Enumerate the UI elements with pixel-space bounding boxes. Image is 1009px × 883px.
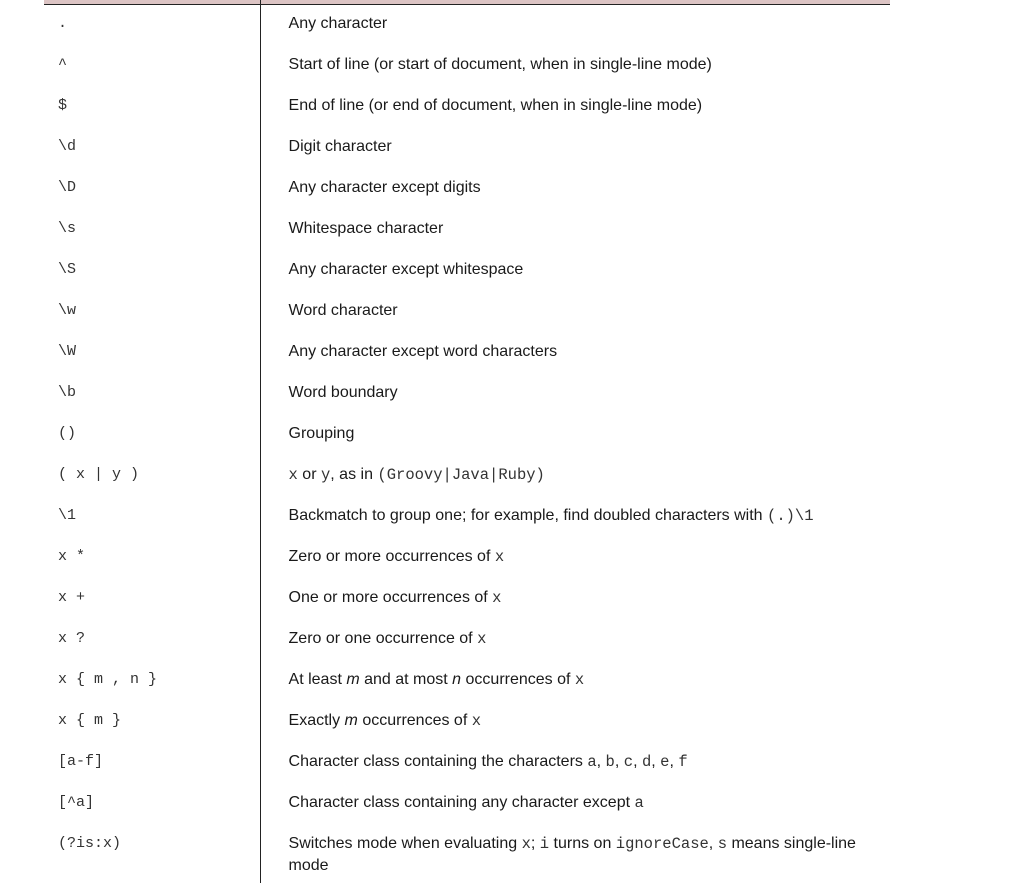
description-text: , <box>596 753 606 770</box>
regex-symbol: ( x | y ) <box>58 466 140 483</box>
table-row <box>44 743 890 784</box>
description-text: One or more occurrences of <box>288 589 493 606</box>
description-text: Zero or more occurrences of <box>288 548 495 565</box>
regex-description <box>275 128 890 169</box>
inline-code: a <box>634 794 644 812</box>
table-row <box>44 456 890 497</box>
description-text: , <box>708 835 718 852</box>
regex-description <box>275 620 890 661</box>
regex-description <box>275 661 890 702</box>
italic-text: m <box>344 712 358 729</box>
regex-description <box>275 374 890 415</box>
inline-code: x <box>494 548 505 566</box>
table-row <box>44 497 890 538</box>
table-row <box>44 87 890 128</box>
regex-symbol: $ <box>58 97 68 114</box>
description-text: Start of line (or start of document, when in single-line mode) <box>288 56 712 73</box>
description-text: , <box>614 753 624 770</box>
table-row <box>44 292 890 333</box>
inline-code: a <box>587 753 597 771</box>
inline-code: c <box>623 753 634 771</box>
description-text: Word character <box>288 302 398 319</box>
inline-code: e <box>660 753 670 771</box>
table-row <box>44 169 890 210</box>
description-text: Digit character <box>288 138 392 155</box>
description-text: Character class containing the characters <box>288 753 588 770</box>
inline-code: x <box>471 712 482 730</box>
description-text: Any character except word characters <box>288 343 558 360</box>
regex-description <box>275 210 890 251</box>
table-row <box>44 702 890 743</box>
regex-symbol: x + <box>58 589 86 606</box>
regex-symbol: x ? <box>58 630 86 647</box>
description-text: and at most <box>359 671 453 688</box>
description-text: Whitespace character <box>288 220 444 237</box>
description-text: Zero or one occurrence of <box>288 630 478 647</box>
description-text: Word boundary <box>288 384 398 401</box>
regex-description <box>275 292 890 333</box>
regex-description <box>275 702 890 743</box>
regex-description <box>275 497 890 538</box>
description-text: , <box>633 753 642 770</box>
table-row <box>44 374 890 415</box>
description-text: or <box>297 466 321 483</box>
regex-symbol: [^a] <box>58 794 95 811</box>
description-text: Any character except whitespace <box>288 261 524 278</box>
regex-symbol: x { m , n } <box>58 671 158 688</box>
description-text: Switches mode when evaluating <box>288 835 522 852</box>
description-text: turns on <box>549 835 616 852</box>
regex-reference-table <box>44 5 890 877</box>
table-row <box>44 46 890 87</box>
description-text: , as in <box>330 466 378 483</box>
regex-description <box>275 784 890 825</box>
table-row <box>44 579 890 620</box>
table-row <box>44 825 890 877</box>
regex-description <box>275 5 890 46</box>
regex-symbol: () <box>58 425 77 442</box>
table-row <box>44 784 890 825</box>
regex-description <box>275 87 890 128</box>
regex-symbol: \D <box>58 179 77 196</box>
description-text: ; <box>530 835 540 852</box>
regex-symbol: \b <box>58 384 77 401</box>
table-row <box>44 333 890 374</box>
regex-symbol: (?is:x) <box>58 835 122 852</box>
regex-symbol: \s <box>58 220 77 237</box>
description-text: Grouping <box>288 425 355 442</box>
table-row <box>44 620 890 661</box>
regex-symbol: \S <box>58 261 77 278</box>
description-text: occurrences of <box>357 712 472 729</box>
description-text: Exactly <box>288 712 345 729</box>
regex-description <box>275 415 890 456</box>
regex-description <box>275 538 890 579</box>
inline-code: s <box>717 835 727 853</box>
description-text: , <box>651 753 661 770</box>
inline-code: x <box>574 671 585 689</box>
inline-code: (Groovy|Java|Ruby) <box>377 466 545 484</box>
description-text: Any character <box>288 15 388 32</box>
regex-symbol: x { m } <box>58 712 122 729</box>
inline-code: i <box>539 835 550 853</box>
inline-code: (.)\1 <box>767 507 814 525</box>
inline-code: x <box>288 466 298 484</box>
table-row <box>44 538 890 579</box>
inline-code: ignoreCase <box>615 835 709 853</box>
table-row <box>44 661 890 702</box>
description-text: occurrences of <box>461 671 575 688</box>
table-row <box>44 210 890 251</box>
regex-symbol: ^ <box>58 56 68 73</box>
description-text: At least <box>288 671 347 688</box>
description-text: End of line (or end of document, when in single-line mode) <box>288 97 703 114</box>
table-body <box>44 5 890 877</box>
regex-description <box>275 456 890 497</box>
regex-description <box>275 251 890 292</box>
regex-symbol: \1 <box>58 507 77 524</box>
italic-text: m <box>346 671 360 688</box>
description-text: Any character except digits <box>288 179 481 196</box>
inline-code: f <box>678 753 688 771</box>
italic-text: n <box>452 671 462 688</box>
inline-code: x <box>492 589 502 607</box>
regex-description <box>275 743 890 784</box>
inline-code: d <box>641 753 652 771</box>
description-text: Character class containing any character except <box>288 794 635 811</box>
regex-symbol: [a-f] <box>58 753 104 770</box>
regex-symbol: \d <box>58 138 77 155</box>
table-row <box>44 5 890 46</box>
regex-symbol: \w <box>58 302 77 319</box>
regex-description <box>275 169 890 210</box>
table-row <box>44 415 890 456</box>
inline-code: x <box>477 630 487 648</box>
regex-description <box>275 46 890 87</box>
inline-code: y <box>320 466 331 484</box>
regex-description <box>275 333 890 374</box>
regex-symbol: \W <box>58 343 77 360</box>
regex-description <box>275 825 890 877</box>
regex-symbol: . <box>58 15 68 32</box>
inline-code: b <box>605 753 615 771</box>
description-text: means single-line mode <box>288 835 856 874</box>
inline-code: x <box>521 835 531 853</box>
table-row <box>44 128 890 169</box>
regex-symbol: x * <box>58 548 86 565</box>
regex-description <box>275 579 890 620</box>
table-row <box>44 251 890 292</box>
description-text: Backmatch to group one; for example, find doubled characters with <box>288 507 768 524</box>
description-text: , <box>669 753 679 770</box>
